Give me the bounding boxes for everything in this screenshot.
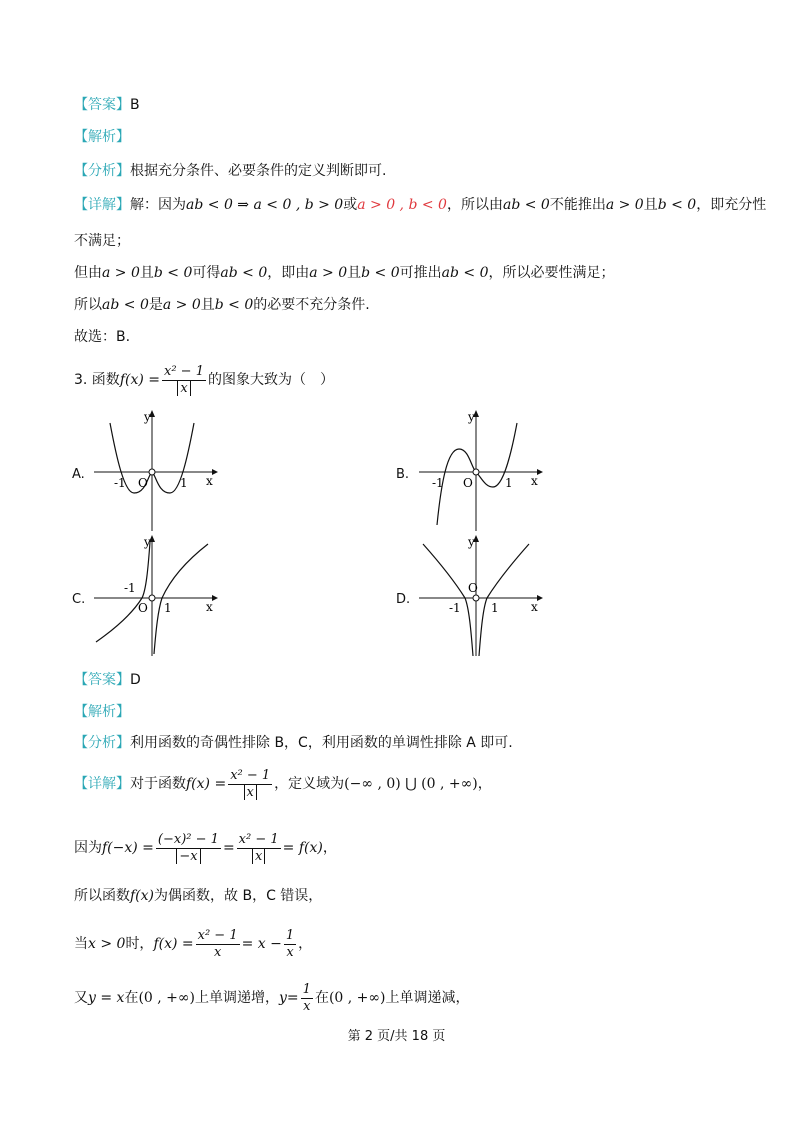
numerator: x² − 1	[230, 767, 271, 783]
tick-neg1: -1	[124, 581, 136, 595]
math: b < 0	[361, 265, 400, 281]
text: 解：因为	[130, 197, 186, 213]
numerator: x² − 1	[164, 363, 204, 379]
text: 且	[200, 297, 215, 313]
math: b < 0	[657, 197, 697, 213]
text: 的图象大致为（ ）	[207, 372, 334, 388]
numerator: (−x)² − 1	[157, 831, 219, 847]
math: b < 0	[153, 265, 193, 281]
denominator: −x	[176, 849, 200, 864]
numerator: 1	[285, 927, 295, 943]
page-footer: 第 2 页/共 18 页	[347, 1029, 446, 1044]
origin-label: O	[468, 581, 478, 595]
q3-detail-line-4	[74, 924, 312, 964]
text: 上单调递增，	[195, 990, 280, 1006]
text: 但由	[74, 265, 102, 281]
origin-label: O	[463, 476, 473, 490]
answer-tag: 【答案】	[74, 672, 130, 688]
text: 且	[139, 265, 154, 281]
axis-y-label: y	[468, 535, 475, 549]
tick-1: 1	[164, 601, 172, 615]
q3-stem	[74, 362, 334, 398]
fraction	[196, 928, 240, 961]
text: ，定义域为	[274, 776, 345, 792]
math: ab < 0 ⇒ a < 0 , b > 0	[186, 197, 344, 213]
tick-neg1: -1	[114, 476, 126, 490]
q2-analysis-line	[74, 127, 130, 147]
text: 为偶函数，故 B，C 错误，	[154, 888, 323, 904]
axis-y-label: y	[468, 410, 475, 424]
math: y = x	[88, 990, 125, 1006]
analysis-tag: 【解析】	[74, 129, 130, 145]
text: ，即由	[267, 265, 310, 281]
numerator: x² − 1	[197, 927, 238, 943]
text: 可得	[192, 265, 221, 281]
detail-tag: 【详解】	[74, 197, 130, 213]
q2-detail-line-2	[74, 231, 130, 251]
tick-neg1: -1	[449, 601, 461, 615]
math: f(x)	[130, 888, 155, 904]
math: = f(x)	[282, 840, 323, 856]
math: a > 0	[605, 197, 644, 213]
math: y=	[279, 990, 299, 1006]
text: ，	[477, 776, 492, 792]
math: b < 0	[214, 297, 254, 313]
tick-1: 1	[491, 601, 499, 615]
axis-x-label: x	[206, 600, 213, 614]
origin-label: O	[138, 601, 148, 615]
text: 故选：B.	[74, 329, 131, 345]
origin-label: O	[138, 476, 148, 490]
text: 且	[347, 265, 362, 281]
text: ，即充分性	[696, 197, 767, 213]
text: 是	[148, 297, 163, 313]
text: 或	[343, 197, 358, 213]
text: 不满足；	[74, 233, 130, 249]
denominator: x	[303, 998, 311, 1014]
text: 所以	[74, 297, 102, 313]
q2-fenxi-line	[74, 161, 386, 181]
detail-tag: 【详解】	[74, 776, 130, 792]
math: ab < 0	[441, 265, 489, 281]
numerator: 1	[302, 981, 311, 997]
fraction	[237, 832, 281, 865]
option-d-label: D.	[396, 592, 411, 607]
denominator: x	[286, 944, 294, 960]
q3-fenxi-line	[74, 733, 513, 753]
question-number: 3. 函数	[74, 372, 120, 388]
fenxi-text: 利用函数的奇偶性排除 B，C，利用函数的单调性排除 A 即可.	[130, 735, 513, 751]
math: f(x) =	[186, 776, 227, 792]
q3-analysis-line	[74, 702, 130, 722]
text: 上单调递减，	[385, 990, 470, 1006]
fraction	[156, 832, 221, 865]
math: a > 0	[309, 265, 348, 281]
text: ，所以必要性满足；	[488, 265, 615, 281]
fraction	[284, 928, 296, 961]
tick-1: 1	[180, 476, 188, 490]
text: 且	[643, 197, 658, 213]
text: ，	[298, 936, 313, 952]
text: 在	[124, 990, 139, 1006]
q3-answer-line	[74, 670, 141, 690]
interval: (0 , +∞)	[328, 990, 386, 1006]
q2-detail-line-4	[74, 295, 370, 315]
option-a-label: A.	[72, 467, 85, 482]
math: x > 0	[88, 936, 126, 952]
fenxi-text: 根据充分条件、必要条件的定义判断即可.	[130, 163, 387, 179]
answer-value: D	[130, 672, 141, 688]
math: =	[222, 840, 235, 856]
tick-1: 1	[505, 476, 513, 490]
text: 时，	[125, 936, 154, 952]
domain-interval: (−∞ , 0) ⋃ (0 , +∞)	[344, 776, 478, 792]
q2-detail-line-3	[74, 263, 615, 283]
math: f(−x) =	[102, 840, 154, 856]
fraction	[301, 982, 313, 1015]
text: 对于函数	[130, 776, 186, 792]
graph-option-b	[415, 405, 545, 535]
fraction	[228, 768, 272, 801]
text: 在	[314, 990, 329, 1006]
graph-option-c	[90, 530, 220, 660]
option-c-label: C.	[72, 592, 86, 607]
answer-value: B	[130, 97, 140, 113]
text: 当	[74, 936, 88, 952]
text: ，	[322, 840, 337, 856]
q2-answer-line	[74, 95, 140, 115]
text: 可推出	[399, 265, 442, 281]
text: 的必要不充分条件.	[253, 297, 370, 313]
math: ab < 0	[220, 265, 268, 281]
answer-tag: 【答案】	[74, 97, 130, 113]
graph-option-a	[90, 405, 220, 535]
denominator: x	[177, 381, 190, 396]
q2-detail-line-5	[74, 327, 130, 347]
interval: (0 , +∞)	[138, 990, 196, 1006]
numerator: x² − 1	[238, 831, 279, 847]
math: ab < 0	[102, 297, 149, 313]
denominator: x	[244, 785, 257, 800]
math: f(x) =	[119, 372, 160, 388]
tick-neg1: -1	[432, 476, 444, 490]
q2-detail-line-1	[74, 195, 766, 215]
denominator: x	[252, 849, 265, 864]
math: a > 0	[162, 297, 201, 313]
fenxi-tag: 【分析】	[74, 163, 130, 179]
option-b-label: B.	[396, 467, 410, 482]
math: a > 0	[102, 265, 140, 281]
math: ab < 0	[502, 197, 550, 213]
axis-x-label: x	[206, 474, 213, 488]
fenxi-tag: 【分析】	[74, 735, 130, 751]
math: = x −	[241, 936, 282, 952]
text: 不能推出	[549, 197, 606, 213]
text: 因为	[74, 840, 102, 856]
math: f(x) =	[153, 936, 194, 952]
text: 所以函数	[74, 888, 130, 904]
text: ，所以由	[446, 197, 503, 213]
q3-detail-line-1	[74, 766, 492, 802]
graph-option-d	[415, 530, 545, 660]
denominator: x	[213, 944, 222, 960]
axis-y-label: y	[144, 535, 151, 549]
axis-x-label: x	[531, 600, 538, 614]
q3-detail-line-5	[74, 978, 470, 1018]
q3-detail-line-2	[74, 828, 337, 868]
analysis-tag: 【解析】	[74, 704, 130, 720]
fraction	[162, 364, 206, 397]
q3-detail-line-3	[74, 886, 322, 906]
axis-x-label: x	[531, 474, 538, 488]
text: 又	[74, 990, 88, 1006]
axis-y-label: y	[144, 410, 151, 424]
math-red: a > 0 , b < 0	[357, 197, 447, 213]
